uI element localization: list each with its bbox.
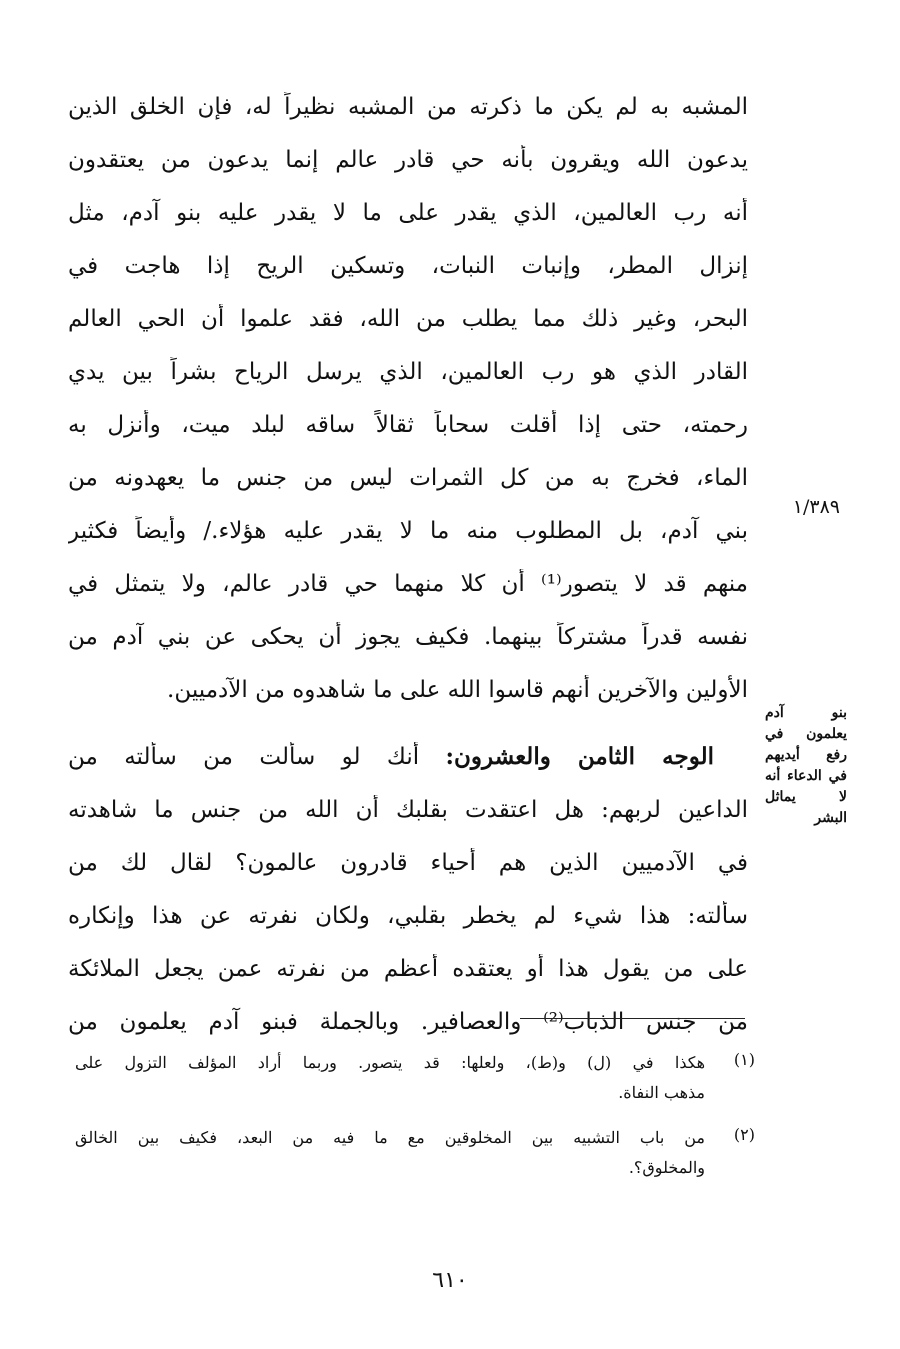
text-line: نفسه قدراً مشتركاً بينهما. فكيف يجوز أن يحكى عن بني آدم من [68,624,748,650]
margin-note-line: في الدعاء أنه [765,768,847,784]
text-line: أنه رب العالمين، الذي يقدر على ما لا يقدر عليه بنو آدم، مثل [68,200,748,226]
footnote-1 [75,1050,755,1110]
footnote-line: من باب التشبيه بين المخلوقين مع ما فيه من البعد، فكيف بين الخالق [75,1128,705,1147]
folio-reference: ١/٣٨٩ [792,496,840,518]
text-line: إنزال المطر، وإنبات النبات، وتسكين الريح إذا هاجت في [68,253,748,279]
text-line: من جنس الذباب⁽²⁾ والعصافير. وبالجملة فبنو آدم يعلمون من [68,1009,748,1035]
text-line: رحمته، حتى إذا أقلت سحاباً ثقالاً ساقه لبلد ميت، وأنزل به [68,412,748,438]
text-line: الأولين والآخرين أنهم قاسوا الله على ما شاهدوه من الآدميين. [167,677,748,703]
text-line: يدعون الله ويقرون بأنه حي قادر عالم إنما يدعون من يعتقدون [68,147,748,173]
text-line: في الآدميين الذين هم أحياء قادرون عالمون؟ لقال لك من [68,850,748,876]
text-line: البحر، وغير ذلك مما يطلب من الله، فقد علموا أن الحي العالم [68,306,748,332]
text-line: الداعين لربهم: هل اعتقدت بقلبك أن الله من جنس ما شاهدته [68,797,748,823]
footnote-line: مذهب النفاة. [618,1083,705,1102]
footnote-line: والمخلوق؟. [628,1158,705,1177]
section-heading: الوجه الثامن والعشرون: [445,743,714,770]
footnote-2 [75,1125,755,1185]
text-line: سألته: هذا شيء لم يخطر بقلبي، ولكان نفرته عن هذا وإنكاره [68,903,748,929]
page-number: ٦١٠ [432,1268,468,1293]
footnote-line: هكذا في (ل) و(ط)، ولعلها: قد يتصور. وربما أراد المؤلف التزول على [75,1053,705,1072]
margin-note-line: البشر [814,810,847,826]
margin-note-line: رفع أيديهم [765,747,847,763]
footnote-number: (٢) [733,1125,755,1144]
text-line: الماء، فخرج به من كل الثمرات ليس من جنس ما يعهدونه من [68,465,748,491]
text-line: بني آدم، بل المطلوب منه ما لا يقدر عليه هؤلاء./ وأيضاً فكثير [68,518,748,544]
footnote-separator [520,1018,745,1019]
text-line: القادر الذي هو رب العالمين، الذي يرسل الرياح بشراً بين يدي [68,359,748,385]
text-fragment: أنك لو سألت من سألته من [68,744,420,770]
text-line: على من يقول هذا أو يعتقده أعظم من نفرته عمن يجعل الملائكة [68,956,748,982]
margin-note [765,703,847,829]
footnote-number: (١) [733,1050,755,1069]
margin-note-line: لا يماثل [765,789,847,805]
text-line: منهم قد لا يتصور⁽¹⁾ أن كلا منهما حي قادر عالم، ولا يتمثل في [68,571,748,597]
text-line-with-heading [68,742,714,772]
margin-note-line: بنو آدم [765,705,847,721]
margin-note-line: يعلمون في [765,726,847,742]
text-line: المشبه به لم يكن ما ذكرته من المشبه نظيراً له، فإن الخلق الذين [68,94,748,120]
